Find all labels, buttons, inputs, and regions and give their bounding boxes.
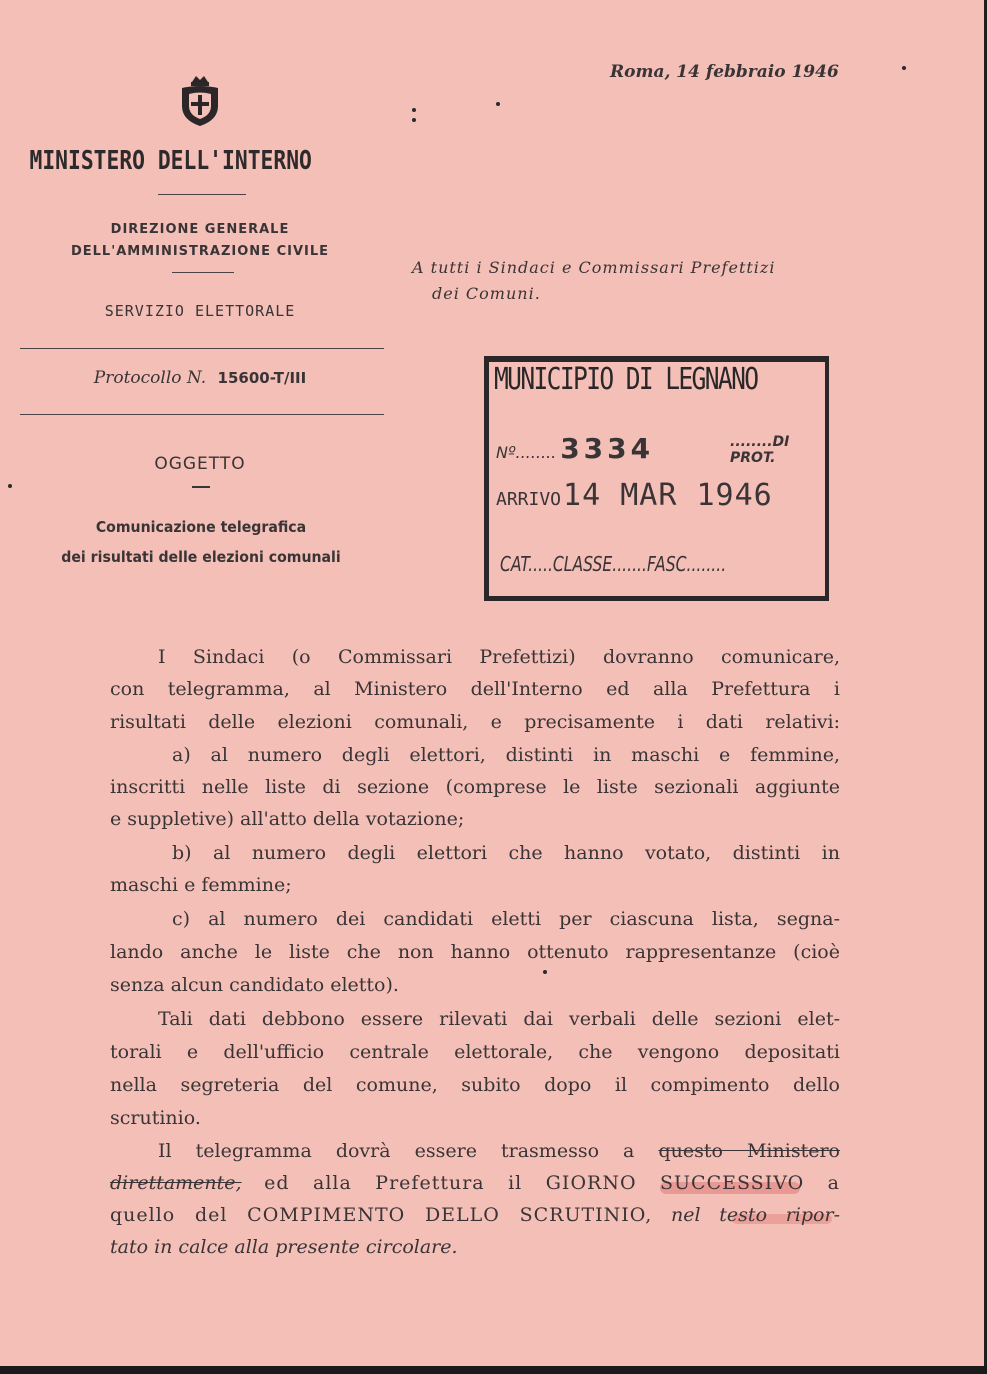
body-line: I Sindaci (o Commissari Prefettizi) dovranno comunicare,: [158, 646, 840, 668]
body-text: ed alla Prefettura il GIORNO SUCCESSIVO a: [264, 1172, 840, 1194]
protocollo-label: Protocollo N.: [93, 368, 207, 388]
protocollo: [40, 368, 360, 388]
body-line: [110, 1172, 840, 1194]
body-line: e suppletive) all'atto della votazione;: [110, 808, 465, 830]
paper-speck: [412, 108, 416, 112]
body-line: nella segreteria del comune, subito dopo il compimento dello: [110, 1074, 840, 1096]
direzione-line-2: DELL'AMMINISTRAZIONE CIVILE: [70, 244, 330, 259]
body-text: Il telegramma dovrà essere trasmesso a: [158, 1140, 635, 1162]
oggetto-heading: OGGETTO: [154, 454, 246, 474]
servizio-label: SERVIZIO ELETTORALE: [104, 302, 296, 320]
stamp-number-row: [496, 432, 658, 465]
body-line: maschi e femmine;: [110, 874, 292, 896]
body-text-italic: nel testo ripor-: [671, 1204, 840, 1226]
body-line: risultati delle elezioni comunali, e precisamente i dati relativi:: [110, 711, 840, 733]
stamp-arrivo-label: ARRIVO: [496, 489, 562, 510]
divider: [20, 348, 384, 349]
recipient-line-1: A tutti i Sindaci e Commissari Prefettizi: [412, 258, 776, 277]
letter-date: Roma, 14 febbraio 1946: [610, 62, 839, 82]
scan-border: [0, 1366, 987, 1374]
body-line: lando anche le liste che non hanno ottenuto rappresentanze (cioè: [110, 941, 840, 963]
paper-speck: [496, 102, 500, 106]
oggetto-dash: [192, 486, 210, 488]
body-line: scrutinio.: [110, 1107, 201, 1129]
ministry-title: MINISTERO DELL'INTERNO: [29, 146, 312, 176]
stamp-no-label: Nº........: [496, 443, 557, 462]
body-line: tato in calce alla presente circolare.: [110, 1236, 458, 1258]
stamp-title: MUNICIPIO DI LEGNANO: [494, 362, 758, 397]
body-line: b) al numero degli elettori che hanno votato, distinti in: [172, 842, 840, 864]
body-line: [110, 1140, 840, 1162]
body-line: Tali dati debbono essere rilevati dai verbali delle sezioni elet-: [158, 1008, 840, 1030]
body-text: quello del COMPIMENTO DELLO SCRUTINIO,: [110, 1204, 653, 1226]
struck-text: direttamente,: [110, 1172, 242, 1194]
paper-speck: [543, 970, 547, 974]
stamp-number: 3334: [560, 432, 655, 465]
stamp-arrivo-date: 14 MAR 1946: [563, 478, 773, 513]
divider: [172, 272, 234, 273]
coat-of-arms-icon: [178, 72, 222, 128]
body-line: torali e dell'ufficio centrale elettorale, che vengono depositati: [110, 1041, 840, 1063]
body-line: [110, 1204, 840, 1226]
paper-speck: [902, 66, 906, 70]
body-line: a) al numero degli elettori, distinti in maschi e femmine,: [172, 744, 840, 766]
divider: [158, 194, 246, 195]
divider: [20, 414, 384, 415]
stamp-prot-label: ........DI PROT.: [730, 434, 790, 466]
paper-speck: [412, 118, 416, 122]
body-line: inscritti nelle liste di sezione (comprese le liste sezionali aggiunte: [110, 776, 840, 798]
direzione-line-1: DIREZIONE GENERALE: [110, 222, 290, 237]
stamp-classification: CAT.....CLASSE.......FASC........: [500, 552, 727, 576]
oggetto-line-2: dei risultati delle elezioni comunali: [61, 548, 341, 566]
oggetto-line-1: Comunicazione telegrafica: [95, 518, 307, 536]
protocollo-number: 15600-T/III: [217, 369, 307, 387]
struck-text: questo Ministero: [658, 1140, 840, 1162]
arrival-stamp: [484, 356, 828, 596]
stamp-arrivo-row: [496, 478, 773, 513]
recipient-line-2: dei Comuni.: [432, 284, 541, 303]
body-line: senza alcun candidato eletto).: [110, 974, 399, 996]
body-line: c) al numero dei candidati eletti per ciascuna lista, segna-: [172, 908, 840, 930]
paper-speck: [8, 484, 12, 488]
body-line: con telegramma, al Ministero dell'Interno ed alla Prefettura i: [110, 678, 840, 700]
